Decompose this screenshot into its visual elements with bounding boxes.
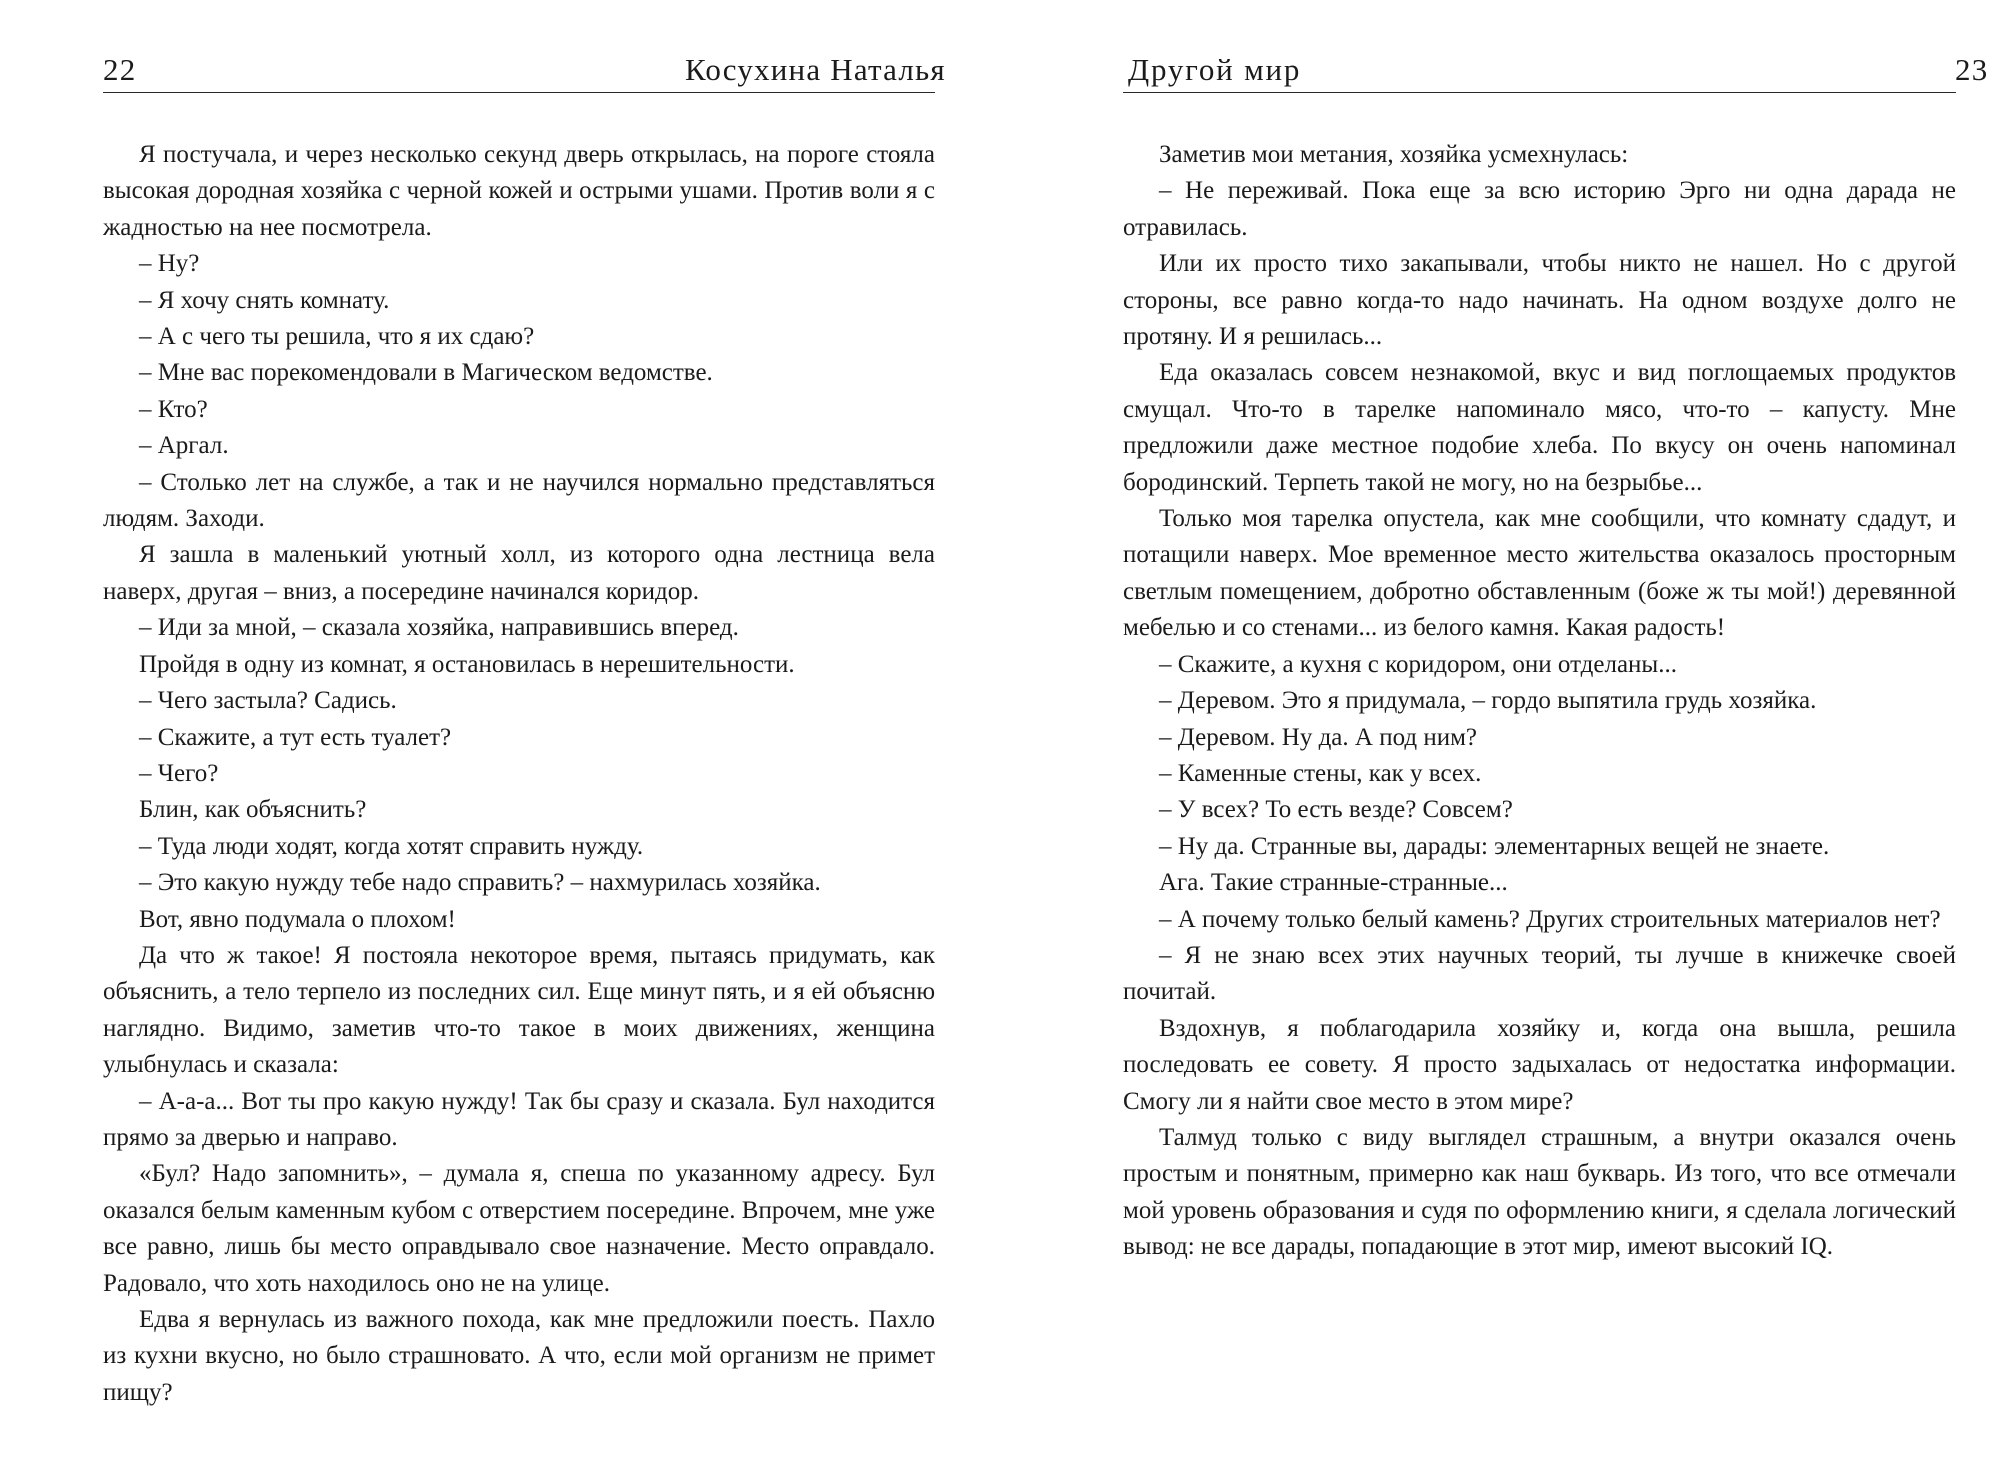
paragraph: Я зашла в маленький уютный холл, из которого одна лестница вела наверх, другая – вниз, а посередине начинался коридор. — [103, 541, 935, 605]
running-head-author: Косухина Наталья — [685, 52, 946, 87]
header-rule — [1123, 92, 1956, 93]
paragraph: – Столько лет на службе, а так и не научился нормально представляться людям. Заходи. — [103, 468, 935, 533]
paragraph: Или их просто тихо закапывали, чтобы никто не нашел. Но с другой стороны, все равно когда-то надо начинать. На одном воздухе долго не протяну. И я решилась... — [1123, 250, 1956, 351]
paragraph: Талмуд только с виду выглядел страшным, а внутри оказался очень простым и понятным, примерно как наш букварь. Из того, что все отмечали мой уровень образования и судя по оформлению книги, я сделала логический вывод: не все дарады, попадающие в этот мир, имеют высокий IQ. — [1123, 1123, 1956, 1261]
paragraph: – Скажите, а тут есть туалет? — [139, 723, 452, 751]
paragraph: – Деревом. Это я придумала, – гордо выпятила грудь хозяйка. — [1159, 687, 1817, 715]
paragraph: Еда оказалась совсем незнакомой, вкус и вид поглощаемых продуктов смущал. Что-то в тарелке напоминало мясо, что-то – капусту. Мне предложили даже местное подобие хлеба. По вкусу он очень напоминал бородинский. Терпеть такой не могу, но на безрыбье... — [1123, 359, 1956, 496]
paragraph: – Ну да. Странные вы, дарады: элементарных вещей не знаете. — [1159, 832, 1830, 860]
paragraph: – Каменные стены, как у всех. — [1159, 759, 1482, 787]
paragraph: – А-а-а... Вот ты про какую нужду! Так бы сразу и сказала. Бул находится прямо за дверью и направо. — [103, 1087, 935, 1151]
paragraph: Ага. Такие странные-странные... — [1159, 869, 1508, 897]
paragraph: Вздохнув, я поблагодарила хозяйку и, когда она вышла, решила последовать ее совету. Я просто задыхалась от недостатка информации. Смогу ли я найти свое место в этом мире? — [1123, 1014, 1956, 1115]
paragraph: – Я хочу снять комнату. — [139, 286, 390, 314]
paragraph: – Не переживай. Пока еще за всю историю Эрго ни одна дарада не отравилась. — [1123, 177, 1956, 241]
paragraph: – А с чего ты решила, что я их сдаю? — [139, 323, 535, 351]
paragraph: – Кто? — [139, 395, 208, 423]
paragraph: – А почему только белый камень? Других строительных материалов нет? — [1159, 905, 1941, 933]
paragraph: – Мне вас порекомендовали в Магическом ведомстве. — [139, 359, 713, 387]
paragraph: Вот, явно подумала о плохом! — [139, 905, 456, 933]
paragraph: – Иди за мной, – сказала хозяйка, направившись вперед. — [139, 614, 739, 642]
paragraph: – У всех? То есть везде? Совсем? — [1159, 796, 1513, 824]
paragraph: Да что ж такое! Я постояла некоторое время, пытаясь придумать, как объяснить, а тело терпело из последних сил. Еще минут пять, и я ей объясню наглядно. Видимо, заметив что-то такое в моих движениях, женщина улыбнулась и сказала: — [103, 941, 935, 1079]
paragraph: Блин, как объяснить? — [139, 796, 367, 824]
running-head-title: Другой мир — [1128, 52, 1302, 87]
paragraph: – Это какую нужду тебе надо справить? – нахмурилась хозяйка. — [139, 869, 821, 897]
paragraph: «Бул? Надо запомнить», – думала я, спеша по указанному адресу. Бул оказался белым каменным кубом с отверстием посередине. Впрочем, мне уже все равно, лишь бы место оправдывало свое назначение. Место оправдало. Радовало, что хоть находилось оно не на улице. — [103, 1160, 935, 1297]
body-text — [1123, 137, 1956, 1266]
paragraph: – Аргал. — [139, 432, 229, 460]
right-page — [1000, 0, 2000, 1473]
header-rule — [103, 92, 935, 93]
paragraph: – Деревом. Ну да. А под ним? — [1159, 723, 1478, 751]
paragraph: Только моя тарелка опустела, как мне сообщили, что комнату сдадут, и потащили наверх. Мое временное место жительства оказалось просторным светлым помещением, добротно обставленным (боже ж ты мой!) деревянной мебелью и со стенами... из белого камня. Какая радость! — [1123, 505, 1956, 642]
paragraph: – Я не знаю всех этих научных теорий, ты лучше в книжечке своей почитай. — [1123, 941, 1956, 1006]
paragraph: Едва я вернулась из важного похода, как мне предложили поесть. Пахло из кухни вкусно, но было страшновато. А что, если мой организм не примет пищу? — [103, 1306, 935, 1406]
paragraph: Пройдя в одну из комнат, я остановилась в нерешительности. — [139, 650, 795, 678]
paragraph: Я постучала, и через несколько секунд дверь открылась, на пороге стояла высокая дородная хозяйка с черной кожей и острыми ушами. Против воли я с жадностью на нее посмотрела. — [103, 141, 935, 241]
page-number: 23 — [1955, 52, 1989, 87]
paragraph: – Чего? — [139, 759, 219, 787]
page-number: 22 — [103, 52, 137, 87]
paragraph: – Туда люди ходят, когда хотят справить нужду. — [139, 832, 644, 860]
paragraph: Заметив мои метания, хозяйка усмехнулась: — [1159, 141, 1629, 168]
paragraph: – Чего застыла? Садись. — [139, 687, 397, 715]
paragraph: – Скажите, а кухня с коридором, они отделаны... — [1159, 650, 1677, 678]
paragraph: – Ну? — [139, 250, 200, 278]
body-text — [103, 137, 935, 1411]
